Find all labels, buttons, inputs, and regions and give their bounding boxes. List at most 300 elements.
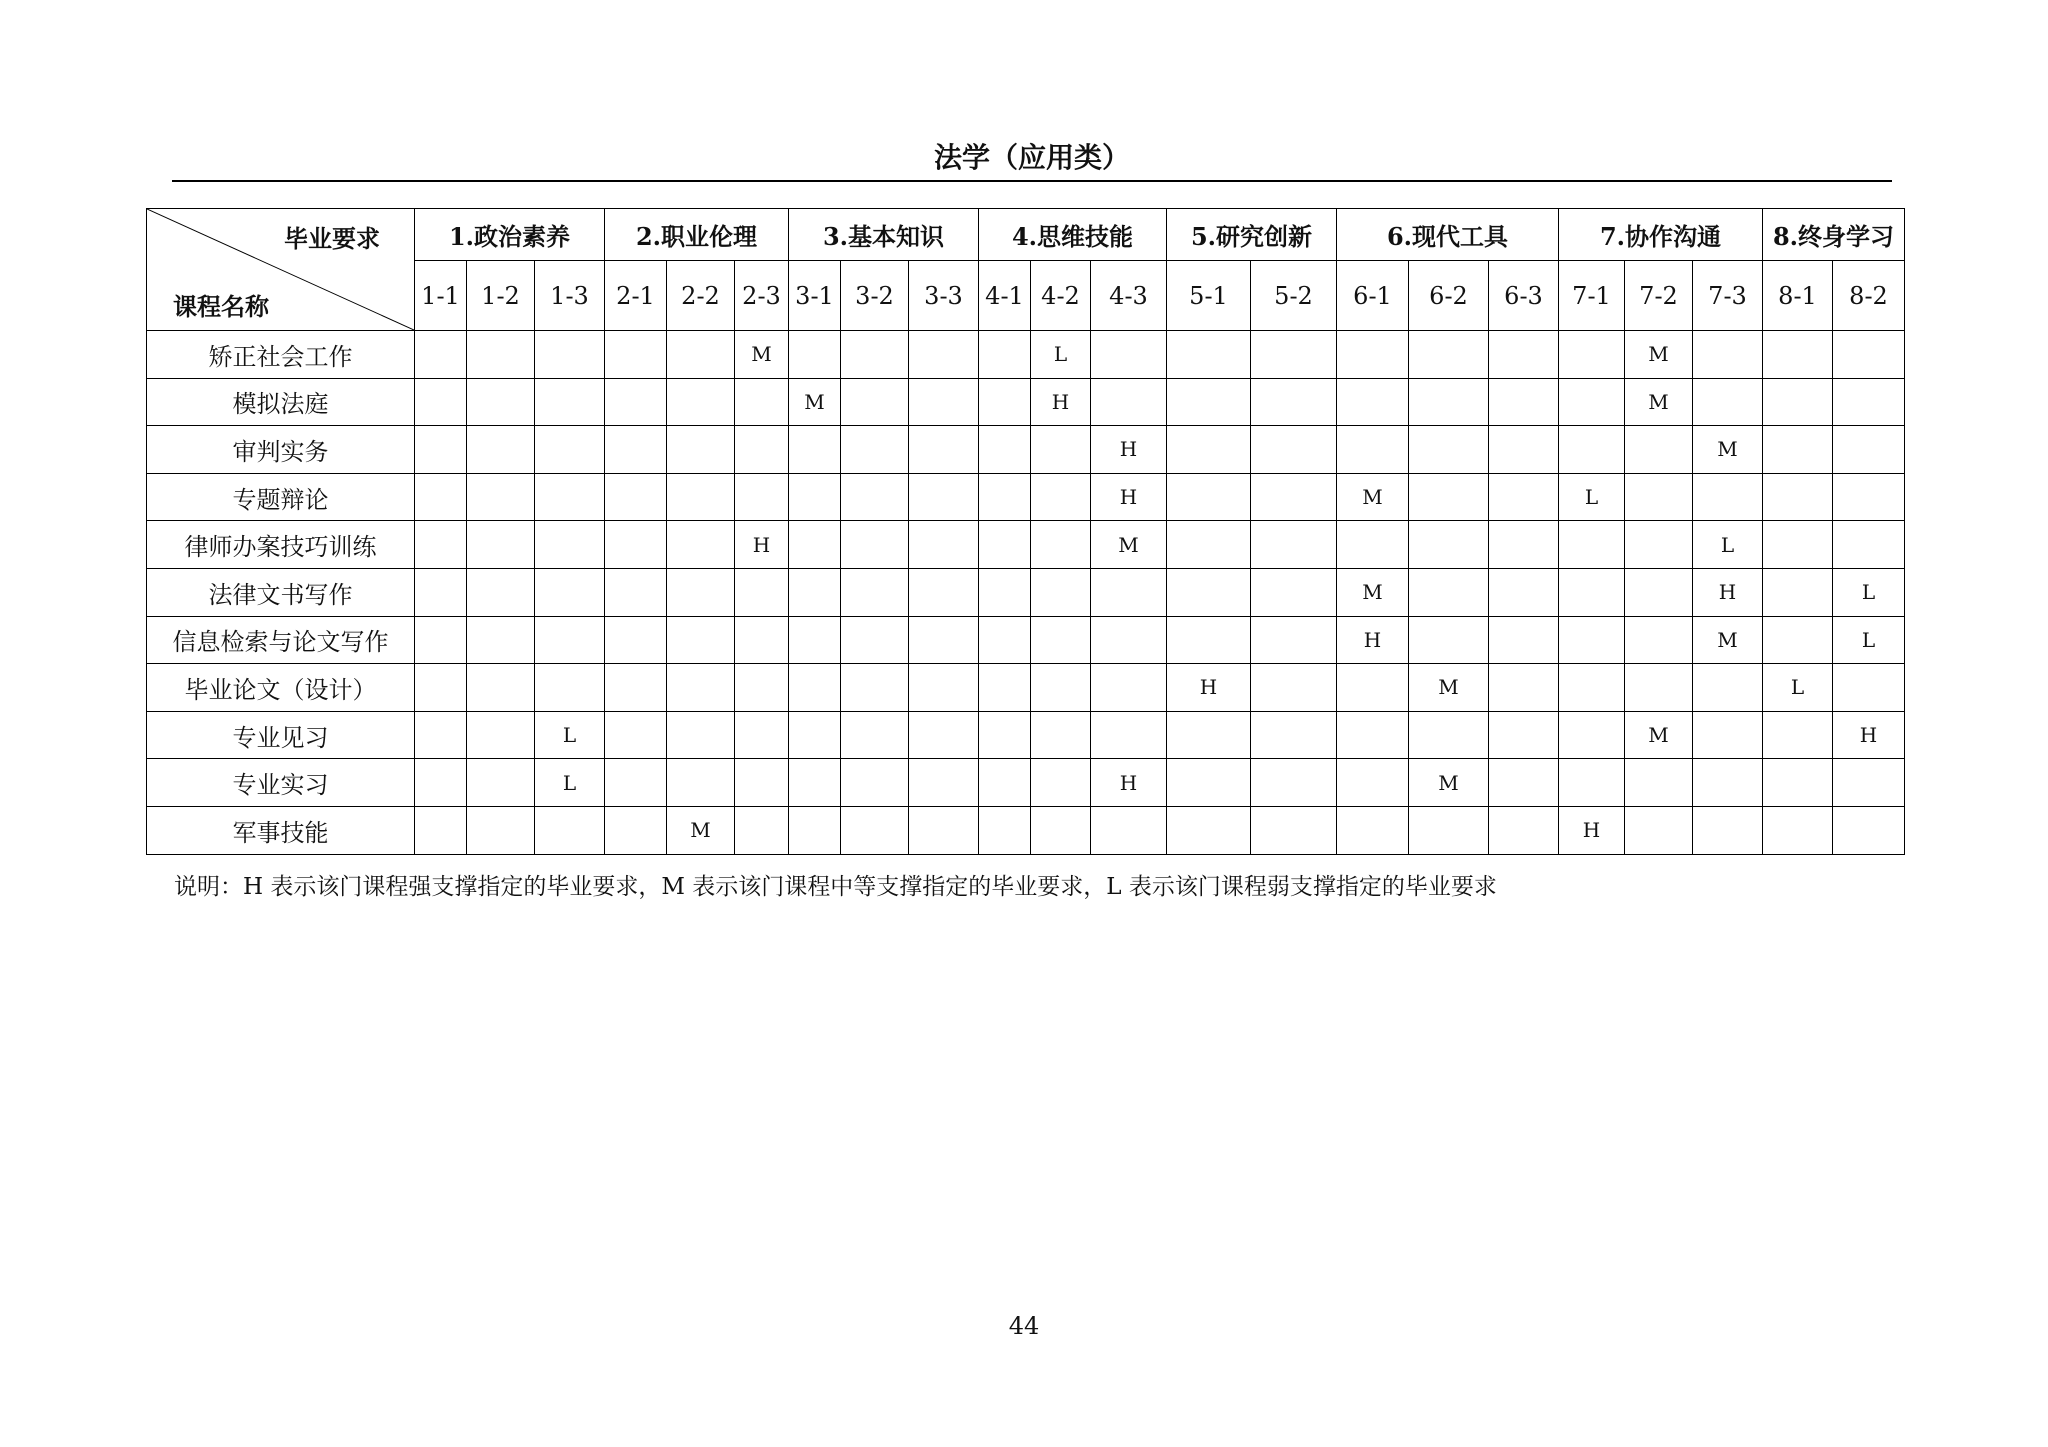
support-level-cell (841, 378, 909, 426)
support-level-cell: H (1091, 473, 1167, 521)
support-level-cell (1693, 806, 1763, 854)
support-level-cell (1031, 521, 1091, 569)
support-level-cell (467, 806, 535, 854)
support-level-cell (1833, 664, 1905, 712)
support-level-cell (1833, 426, 1905, 474)
table-row (147, 616, 1905, 664)
support-level-cell (735, 664, 789, 712)
support-level-cell (605, 568, 667, 616)
support-level-cell (979, 426, 1031, 474)
support-level-cell (841, 806, 909, 854)
course-name-cell: 专业见习 (147, 711, 415, 759)
support-level-cell: L (535, 711, 605, 759)
support-level-cell (1337, 378, 1409, 426)
support-level-cell (1833, 378, 1905, 426)
support-level-cell (1031, 711, 1091, 759)
course-name-cell: 信息检索与论文写作 (147, 616, 415, 664)
support-level-cell (1559, 331, 1625, 379)
requirement-code-header: 8-1 (1763, 261, 1833, 331)
support-level-cell (605, 521, 667, 569)
support-level-cell: L (1693, 521, 1763, 569)
course-name-cell: 审判实务 (147, 426, 415, 474)
support-level-cell (841, 426, 909, 474)
support-level-cell (735, 616, 789, 664)
table-row (147, 568, 1905, 616)
support-level-cell (1031, 664, 1091, 712)
support-level-cell (535, 616, 605, 664)
support-level-cell: H (1091, 426, 1167, 474)
support-level-cell (1167, 521, 1251, 569)
support-level-cell (735, 759, 789, 807)
support-level-cell: M (667, 806, 735, 854)
support-level-cell (1409, 473, 1489, 521)
support-level-cell (1559, 568, 1625, 616)
support-level-cell (1167, 616, 1251, 664)
support-level-cell (1251, 378, 1337, 426)
support-level-cell: L (1763, 664, 1833, 712)
requirement-code-header: 7-1 (1559, 261, 1625, 331)
support-level-cell (1559, 378, 1625, 426)
support-level-cell (1409, 616, 1489, 664)
table-row (147, 426, 1905, 474)
support-level-cell (1625, 426, 1693, 474)
support-level-cell (735, 378, 789, 426)
support-level-cell (789, 331, 841, 379)
support-level-cell (789, 521, 841, 569)
corner-label-courses: 课程名称 (173, 292, 269, 321)
support-level-cell (1693, 378, 1763, 426)
support-level-cell (841, 473, 909, 521)
support-level-cell (1251, 759, 1337, 807)
support-level-cell (535, 521, 605, 569)
support-level-cell (1489, 473, 1559, 521)
support-level-cell (467, 521, 535, 569)
legend-note: 说明：H 表示该门课程强支撑指定的毕业要求，M 表示该门课程中等支撑指定的毕业要求，L 表示该门课程弱支撑指定的毕业要求 (174, 874, 1497, 900)
requirement-group-header: 8.终身学习 (1763, 209, 1905, 261)
corner-header-cell (147, 209, 415, 331)
support-level-cell: H (1693, 568, 1763, 616)
requirement-code-header: 5-1 (1167, 261, 1251, 331)
support-level-cell (1693, 759, 1763, 807)
support-level-cell (535, 473, 605, 521)
course-name-cell: 毕业论文（设计） (147, 664, 415, 712)
support-level-cell (415, 806, 467, 854)
support-level-cell (1251, 711, 1337, 759)
support-level-cell (1251, 664, 1337, 712)
support-level-cell (979, 711, 1031, 759)
support-level-cell: L (1031, 331, 1091, 379)
requirement-code-header: 1-3 (535, 261, 605, 331)
support-level-cell (415, 664, 467, 712)
support-level-cell (909, 473, 979, 521)
support-level-cell (909, 378, 979, 426)
support-level-cell (667, 521, 735, 569)
support-level-cell (1625, 473, 1693, 521)
support-level-cell: M (1693, 426, 1763, 474)
support-level-cell (1625, 616, 1693, 664)
support-level-cell (667, 331, 735, 379)
support-level-cell (1091, 616, 1167, 664)
support-level-cell (1167, 426, 1251, 474)
support-level-cell (1091, 711, 1167, 759)
support-level-cell (1409, 806, 1489, 854)
support-level-cell: H (1167, 664, 1251, 712)
support-level-cell (667, 568, 735, 616)
requirement-code-header: 6-1 (1337, 261, 1409, 331)
support-level-cell (1763, 759, 1833, 807)
support-level-cell (605, 473, 667, 521)
support-level-cell (1833, 521, 1905, 569)
support-level-cell (979, 331, 1031, 379)
support-level-cell (415, 521, 467, 569)
support-level-cell: M (1693, 616, 1763, 664)
support-level-cell (1625, 521, 1693, 569)
support-level-cell: M (1409, 664, 1489, 712)
support-level-cell (1409, 568, 1489, 616)
support-level-cell (1167, 473, 1251, 521)
support-level-cell (1337, 711, 1409, 759)
support-level-cell (1337, 806, 1409, 854)
support-level-cell (1409, 521, 1489, 569)
support-level-cell (1091, 331, 1167, 379)
table-row (147, 711, 1905, 759)
support-level-cell (467, 331, 535, 379)
support-level-cell (841, 568, 909, 616)
support-level-cell (1763, 378, 1833, 426)
requirement-code-header: 4-2 (1031, 261, 1091, 331)
corner-label-requirements: 毕业要求 (284, 224, 380, 253)
support-level-cell (415, 568, 467, 616)
support-level-cell (909, 616, 979, 664)
requirement-group-row (147, 209, 1905, 261)
course-name-cell: 模拟法庭 (147, 378, 415, 426)
support-level-cell (1031, 426, 1091, 474)
support-level-cell (535, 378, 605, 426)
support-level-cell (909, 521, 979, 569)
support-level-cell (789, 759, 841, 807)
support-level-cell (535, 806, 605, 854)
support-level-cell (909, 664, 979, 712)
support-level-cell: M (1091, 521, 1167, 569)
table-row (147, 521, 1905, 569)
support-level-cell (1409, 711, 1489, 759)
support-level-cell (1167, 378, 1251, 426)
support-level-cell (1763, 616, 1833, 664)
support-level-cell (1337, 426, 1409, 474)
support-level-cell (667, 759, 735, 807)
support-level-cell (1251, 473, 1337, 521)
table-row (147, 473, 1905, 521)
support-level-cell (667, 378, 735, 426)
support-level-cell (979, 378, 1031, 426)
requirement-code-header: 1-1 (415, 261, 467, 331)
course-name-cell: 法律文书写作 (147, 568, 415, 616)
support-level-cell (1167, 806, 1251, 854)
support-level-cell (1833, 331, 1905, 379)
support-level-cell (1489, 426, 1559, 474)
support-level-cell (979, 616, 1031, 664)
support-level-cell (667, 664, 735, 712)
requirement-code-header: 1-2 (467, 261, 535, 331)
support-level-cell (1763, 711, 1833, 759)
support-level-cell (1031, 473, 1091, 521)
support-level-cell: L (1833, 616, 1905, 664)
support-level-cell (415, 378, 467, 426)
support-level-cell (667, 616, 735, 664)
support-level-cell (1763, 806, 1833, 854)
requirement-code-header: 2-2 (667, 261, 735, 331)
support-level-cell (1559, 521, 1625, 569)
support-level-cell (1251, 426, 1337, 474)
support-level-cell (1693, 664, 1763, 712)
support-level-cell: H (1559, 806, 1625, 854)
support-level-cell (1251, 616, 1337, 664)
support-level-cell (841, 521, 909, 569)
support-level-cell (1409, 378, 1489, 426)
support-level-cell (535, 331, 605, 379)
support-level-cell (467, 664, 535, 712)
table-row (147, 378, 1905, 426)
support-level-cell: M (1625, 711, 1693, 759)
support-level-cell (1625, 664, 1693, 712)
support-level-cell (1337, 521, 1409, 569)
support-level-cell (909, 331, 979, 379)
support-level-cell (1091, 568, 1167, 616)
support-level-cell (1833, 759, 1905, 807)
support-level-cell (415, 616, 467, 664)
support-level-cell (467, 568, 535, 616)
support-level-cell (1763, 426, 1833, 474)
support-level-cell (1031, 759, 1091, 807)
requirement-group-header: 1.政治素养 (415, 209, 605, 261)
support-level-cell (535, 664, 605, 712)
support-level-cell (1489, 806, 1559, 854)
support-level-cell (1763, 521, 1833, 569)
support-level-cell (979, 664, 1031, 712)
support-level-cell: L (1833, 568, 1905, 616)
course-name-cell: 律师办案技巧训练 (147, 521, 415, 569)
requirement-code-header: 6-3 (1489, 261, 1559, 331)
requirement-code-header: 6-2 (1409, 261, 1489, 331)
support-level-cell (605, 426, 667, 474)
support-level-cell (909, 568, 979, 616)
support-level-cell (1693, 331, 1763, 379)
support-level-cell (415, 331, 467, 379)
course-name-cell: 军事技能 (147, 806, 415, 854)
page-number: 44 (1008, 1312, 1040, 1340)
requirement-code-header: 8-2 (1833, 261, 1905, 331)
support-level-cell (605, 616, 667, 664)
support-level-cell (1337, 759, 1409, 807)
support-level-cell (841, 759, 909, 807)
support-level-cell (1031, 568, 1091, 616)
support-level-cell (415, 759, 467, 807)
support-level-cell (605, 664, 667, 712)
support-level-cell (1251, 331, 1337, 379)
support-level-cell: H (1337, 616, 1409, 664)
support-level-cell: H (1031, 378, 1091, 426)
table-row (147, 806, 1905, 854)
requirement-code-header: 3-2 (841, 261, 909, 331)
support-level-cell: M (1337, 568, 1409, 616)
support-level-cell (979, 521, 1031, 569)
requirement-code-header: 4-1 (979, 261, 1031, 331)
support-level-cell (979, 473, 1031, 521)
support-level-cell (1763, 568, 1833, 616)
support-level-cell (667, 711, 735, 759)
matrix-body (147, 331, 1905, 855)
requirement-code-header: 2-3 (735, 261, 789, 331)
support-level-cell (1489, 711, 1559, 759)
support-level-cell (1763, 331, 1833, 379)
support-level-cell (605, 806, 667, 854)
course-name-cell: 专业实习 (147, 759, 415, 807)
support-level-cell (1559, 759, 1625, 807)
support-level-cell (1693, 711, 1763, 759)
support-level-cell (467, 426, 535, 474)
support-level-cell (1251, 568, 1337, 616)
support-level-cell (415, 473, 467, 521)
course-name-cell: 专题辩论 (147, 473, 415, 521)
support-level-cell (1251, 806, 1337, 854)
support-level-cell (1091, 806, 1167, 854)
support-level-cell (909, 759, 979, 807)
course-name-cell: 矫正社会工作 (147, 331, 415, 379)
requirement-code-header: 3-3 (909, 261, 979, 331)
support-level-cell (1489, 378, 1559, 426)
support-level-cell (1559, 711, 1625, 759)
support-level-cell (1559, 616, 1625, 664)
requirement-group-header: 3.基本知识 (789, 209, 979, 261)
requirement-code-header: 3-1 (789, 261, 841, 331)
support-level-cell (1489, 616, 1559, 664)
support-level-cell (1489, 568, 1559, 616)
support-level-cell: L (535, 759, 605, 807)
support-level-cell (1091, 378, 1167, 426)
support-level-cell: H (735, 521, 789, 569)
support-level-cell (1337, 664, 1409, 712)
support-level-cell (1625, 568, 1693, 616)
requirement-group-header: 6.现代工具 (1337, 209, 1559, 261)
support-level-cell: H (1833, 711, 1905, 759)
table-row (147, 331, 1905, 379)
support-level-cell (1167, 331, 1251, 379)
support-level-cell (841, 616, 909, 664)
support-level-cell (841, 664, 909, 712)
requirement-code-header: 5-2 (1251, 261, 1337, 331)
support-level-cell: M (789, 378, 841, 426)
support-level-cell (1091, 664, 1167, 712)
support-level-cell (1833, 806, 1905, 854)
support-level-cell (1167, 568, 1251, 616)
support-level-cell (667, 426, 735, 474)
support-level-cell (841, 711, 909, 759)
support-level-cell (909, 426, 979, 474)
support-level-cell (467, 473, 535, 521)
support-level-cell (1167, 759, 1251, 807)
support-level-cell (1693, 473, 1763, 521)
requirement-code-header: 4-3 (1091, 261, 1167, 331)
support-level-cell (605, 759, 667, 807)
support-level-cell: M (1409, 759, 1489, 807)
support-level-cell (467, 616, 535, 664)
support-level-cell (1559, 426, 1625, 474)
support-level-cell (789, 806, 841, 854)
support-level-cell (1833, 473, 1905, 521)
requirement-code-header: 2-1 (605, 261, 667, 331)
support-level-cell (1409, 331, 1489, 379)
support-level-cell (1251, 521, 1337, 569)
support-level-cell (605, 331, 667, 379)
support-level-cell (979, 759, 1031, 807)
table-row (147, 664, 1905, 712)
support-level-cell (1763, 473, 1833, 521)
support-level-cell (415, 711, 467, 759)
support-level-cell (979, 568, 1031, 616)
support-level-cell (1559, 664, 1625, 712)
support-level-cell (1489, 759, 1559, 807)
support-level-cell (1409, 426, 1489, 474)
support-level-cell (789, 426, 841, 474)
support-level-cell (467, 711, 535, 759)
support-level-cell (605, 378, 667, 426)
support-level-cell (1337, 331, 1409, 379)
support-level-cell (735, 806, 789, 854)
requirement-code-header: 7-2 (1625, 261, 1693, 331)
support-level-cell: L (1559, 473, 1625, 521)
support-level-cell (841, 331, 909, 379)
support-level-cell (735, 473, 789, 521)
support-level-cell (605, 711, 667, 759)
support-level-cell (1625, 806, 1693, 854)
support-level-cell (789, 664, 841, 712)
support-level-cell (735, 711, 789, 759)
support-level-cell (735, 568, 789, 616)
support-level-cell (789, 711, 841, 759)
support-level-cell (979, 806, 1031, 854)
support-level-cell (1031, 806, 1091, 854)
support-level-cell (1625, 759, 1693, 807)
requirement-group-header: 2.职业伦理 (605, 209, 789, 261)
support-level-cell (909, 711, 979, 759)
support-level-cell (1489, 331, 1559, 379)
support-level-cell (735, 426, 789, 474)
support-level-cell (789, 568, 841, 616)
support-level-cell (789, 616, 841, 664)
support-level-cell: M (1625, 378, 1693, 426)
support-level-cell: H (1091, 759, 1167, 807)
support-level-cell (1489, 664, 1559, 712)
support-level-cell (1489, 521, 1559, 569)
support-level-cell (535, 426, 605, 474)
support-level-cell (467, 759, 535, 807)
page-title: 法学（应用类） (172, 136, 1892, 182)
support-level-cell (789, 473, 841, 521)
support-level-cell (909, 806, 979, 854)
support-level-cell (1167, 711, 1251, 759)
support-level-cell: M (1337, 473, 1409, 521)
requirement-group-header: 5.研究创新 (1167, 209, 1337, 261)
support-level-cell (535, 568, 605, 616)
support-level-cell (415, 426, 467, 474)
course-requirement-matrix (146, 208, 1905, 855)
requirement-code-header: 7-3 (1693, 261, 1763, 331)
support-level-cell (1031, 616, 1091, 664)
support-level-cell: M (1625, 331, 1693, 379)
support-level-cell (467, 378, 535, 426)
support-level-cell: M (735, 331, 789, 379)
requirement-group-header: 7.协作沟通 (1559, 209, 1763, 261)
